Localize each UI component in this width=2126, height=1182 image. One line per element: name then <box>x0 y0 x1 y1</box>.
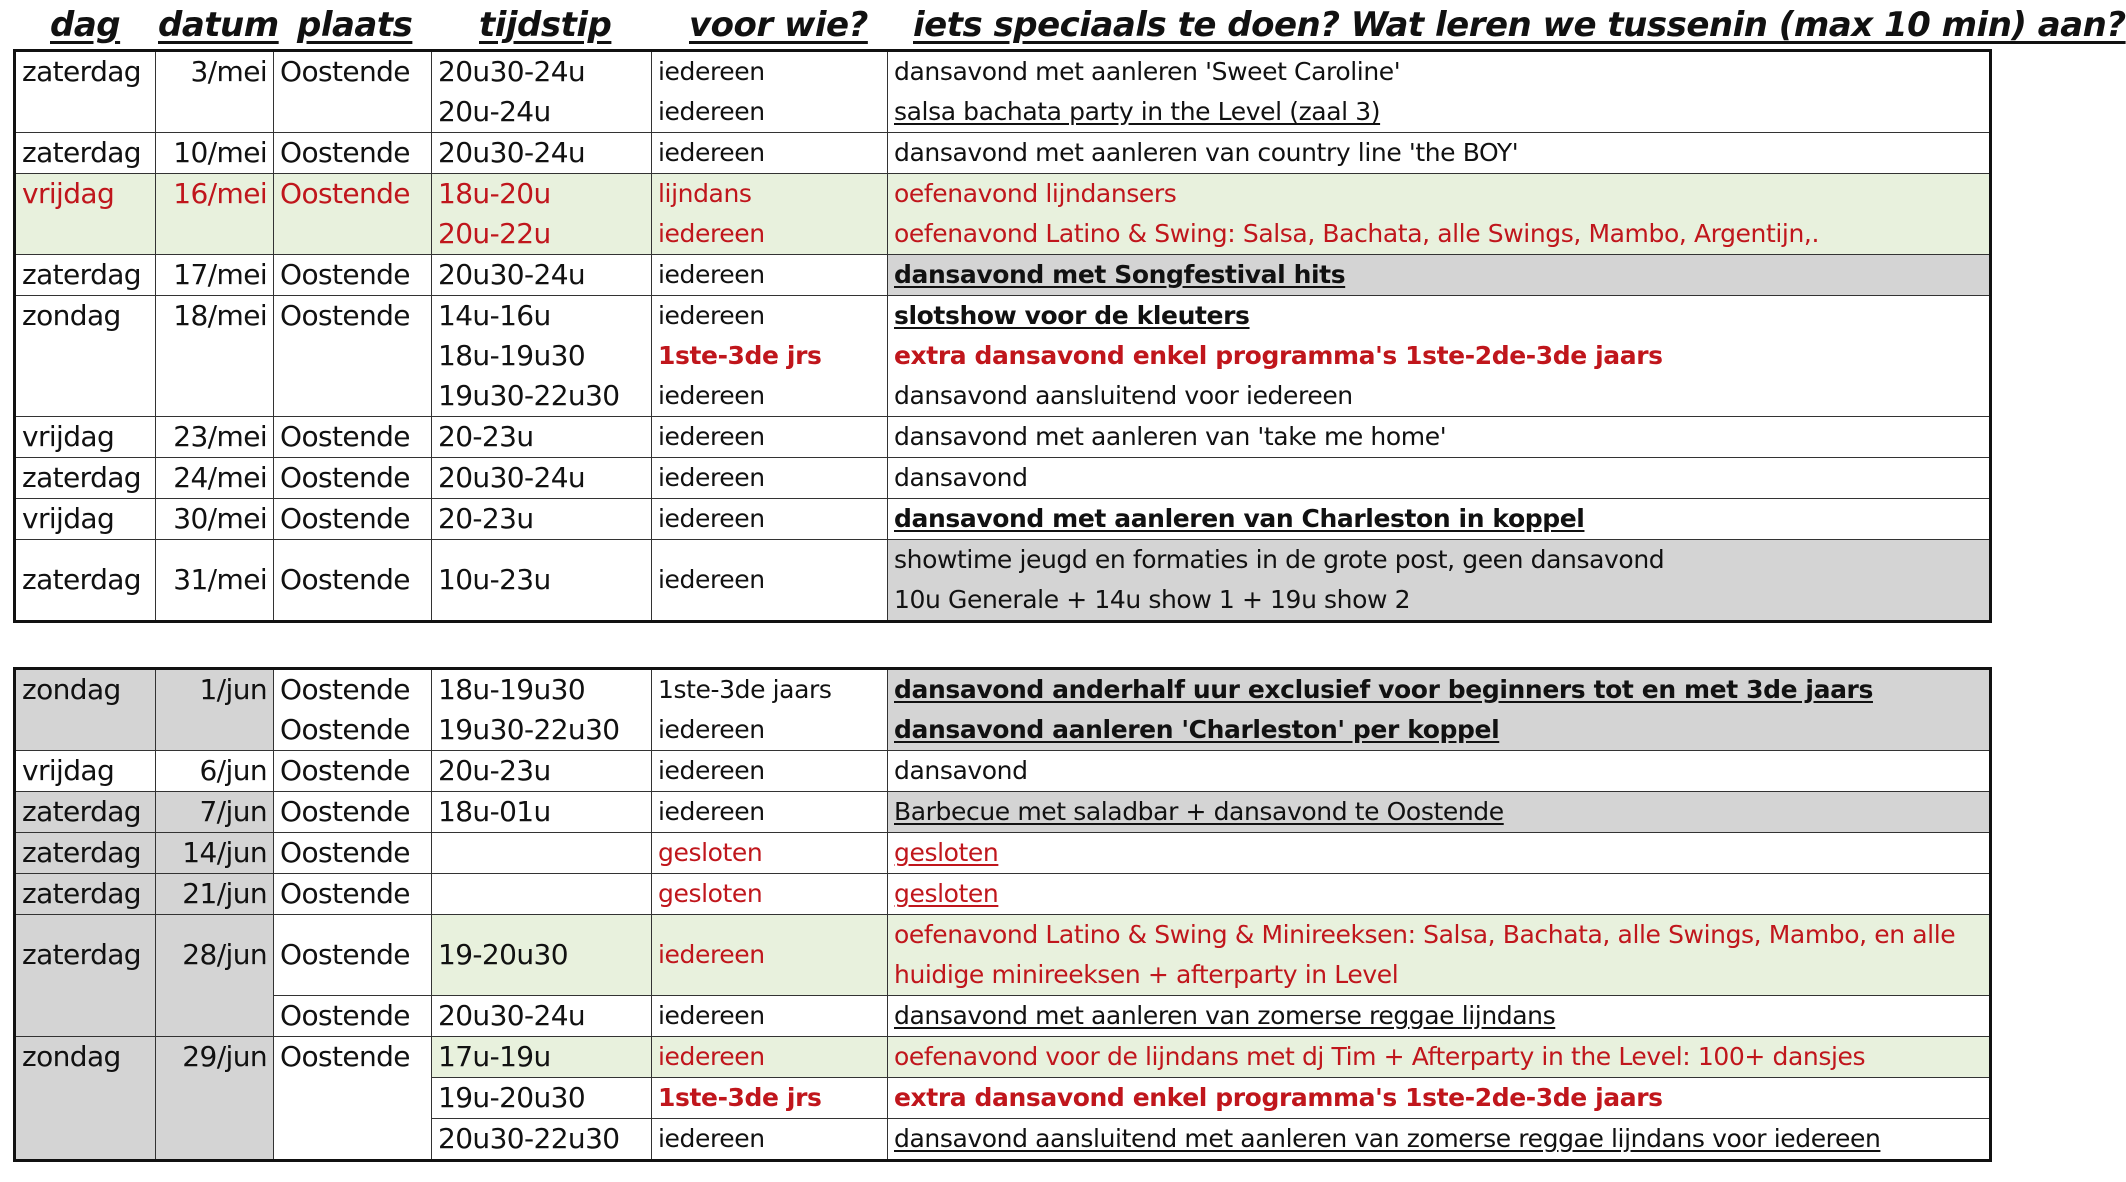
cell-voor-wie: iedereen <box>652 296 888 337</box>
cell-datum <box>156 336 274 376</box>
activiteit-line-1: oefenavond Latino & Swing & Minireeksen: Salsa, Bachata, alle Swings, Mambo, en alle <box>894 920 1956 949</box>
activiteit-line-2: huidige minireeksen + afterparty in Level <box>894 960 1399 989</box>
cell-plaats <box>274 1119 432 1161</box>
table-row <box>15 458 1991 499</box>
cell-datum: 10/mei <box>156 133 274 174</box>
cell-dag <box>15 915 156 996</box>
cell-tijdstip: 20u30-24u <box>432 133 652 174</box>
header-speciaal: iets speciaals te doen? Wat leren we tussenin (max 10 min) aan? <box>913 5 2126 45</box>
cell-dag: vrijdag <box>15 751 156 792</box>
cell-datum: 7/jun <box>156 792 274 833</box>
cell-dag: zaterdag <box>15 792 156 833</box>
cell-voor-wie: iedereen <box>652 710 888 751</box>
cell-voor-wie: iedereen <box>652 51 888 93</box>
cell-datum: 6/jun <box>156 751 274 792</box>
cell-dag: zondag <box>15 1037 156 1078</box>
cell-tijdstip: 19-20u30 <box>432 915 652 996</box>
cell-activiteit: oefenavond voor de lijndans met dj Tim + Afterparty in the Level: 100+ dansjes <box>888 1037 1991 1078</box>
cell-voor-wie: iedereen <box>652 1037 888 1078</box>
cell-datum: 3/mei <box>156 51 274 93</box>
cell-activiteit-link[interactable]: dansavond aansluitend met aanleren van zomerse reggae lijndans voor iedereen <box>888 1119 1991 1161</box>
cell-voor-wie: iedereen <box>652 133 888 174</box>
cell-voor-wie: iedereen <box>652 540 888 622</box>
activiteit-line-2: 10u Generale + 14u show 1 + 19u show 2 <box>894 585 1411 614</box>
table-row <box>15 874 1991 915</box>
table-row <box>15 417 1991 458</box>
cell-plaats: Oostende <box>274 915 432 996</box>
cell-voor-wie: iedereen <box>652 751 888 792</box>
cell-activiteit <box>888 915 1991 996</box>
cell-dag: zaterdag <box>15 51 156 93</box>
cell-dag: zondag <box>15 669 156 711</box>
cell-dag: vrijdag <box>15 499 156 540</box>
cell-datum: 30/mei <box>156 499 274 540</box>
cell-datum: 16/mei <box>156 174 274 215</box>
cell-tijdstip: 17u-19u <box>432 1037 652 1078</box>
cell-voor-wie: iedereen <box>652 417 888 458</box>
cell-plaats <box>274 92 432 133</box>
cell-plaats: Oostende <box>274 458 432 499</box>
cell-datum: 29/jun <box>156 1037 274 1078</box>
header-plaats: plaats <box>297 5 413 45</box>
cell-tijdstip: 19u30-22u30 <box>432 710 652 751</box>
cell-dag: zaterdag <box>15 874 156 915</box>
cell-datum <box>156 214 274 255</box>
cell-voor-wie: 1ste-3de jrs <box>652 1078 888 1119</box>
cell-voor-wie: iedereen <box>652 458 888 499</box>
cell-datum <box>156 1119 274 1161</box>
cell-voor-wie: iedereen <box>652 92 888 133</box>
cell-tijdstip: 19u-20u30 <box>432 1078 652 1119</box>
table-row <box>15 296 1991 337</box>
cell-tijdstip: 20-23u <box>432 499 652 540</box>
cell-dag <box>15 710 156 751</box>
cell-tijdstip: 18u-19u30 <box>432 669 652 711</box>
table-row <box>15 1078 1991 1119</box>
cell-dag: zaterdag <box>15 255 156 296</box>
cell-activiteit: dansavond met aanleren van country line 'the BOY' <box>888 133 1991 174</box>
cell-plaats: Oostende <box>274 51 432 93</box>
table-row <box>15 915 1991 996</box>
cell-voor-wie: iedereen <box>652 499 888 540</box>
schedule-table-jun <box>13 667 1992 1162</box>
cell-tijdstip: 20-23u <box>432 417 652 458</box>
table-row <box>15 92 1991 133</box>
cell-activiteit: extra dansavond enkel programma's 1ste-2de-3de jaars <box>888 336 1991 376</box>
table-row <box>15 792 1991 833</box>
cell-tijdstip: 20u-22u <box>432 214 652 255</box>
header-dag: dag <box>50 5 121 45</box>
table-row <box>15 376 1991 417</box>
table-row <box>15 336 1991 376</box>
cell-activiteit: dansavond aansluitend voor iedereen <box>888 376 1991 417</box>
cell-voor-wie: iedereen <box>652 792 888 833</box>
cell-activiteit: extra dansavond enkel programma's 1ste-2de-3de jaars <box>888 1078 1991 1119</box>
cell-voor-wie: 1ste-3de jaars <box>652 669 888 711</box>
cell-activiteit: dansavond <box>888 458 1991 499</box>
cell-tijdstip: 20u30-24u <box>432 996 652 1037</box>
table-row <box>15 174 1991 215</box>
table-row <box>15 996 1991 1037</box>
table-row <box>15 669 1991 711</box>
cell-tijdstip: 18u-19u30 <box>432 336 652 376</box>
cell-dag: zaterdag <box>15 133 156 174</box>
cell-activiteit: dansavond <box>888 751 1991 792</box>
table-row <box>15 710 1991 751</box>
cell-tijdstip: 14u-16u <box>432 296 652 337</box>
cell-dag: zondag <box>15 296 156 337</box>
cell-plaats: Oostende <box>274 499 432 540</box>
cell-activiteit-link[interactable]: dansavond met aanleren van zomerse reggae lijndans <box>888 996 1991 1037</box>
cell-datum: 23/mei <box>156 417 274 458</box>
cell-tijdstip: 20u-24u <box>432 92 652 133</box>
cell-plaats: Oostende <box>274 996 432 1037</box>
table-row <box>15 214 1991 255</box>
cell-activiteit: dansavond met aanleren 'Sweet Caroline' <box>888 51 1991 93</box>
cell-datum <box>156 92 274 133</box>
cell-plaats: Oostende <box>274 669 432 711</box>
cell-voor-wie: lijndans <box>652 174 888 215</box>
cell-datum: 14/jun <box>156 833 274 874</box>
cell-plaats: Oostende <box>274 417 432 458</box>
cell-voor-wie: iedereen <box>652 915 888 996</box>
cell-tijdstip: 20u30-22u30 <box>432 1119 652 1161</box>
cell-dag <box>15 214 156 255</box>
cell-activiteit: oefenavond lijndansers <box>888 174 1991 215</box>
cell-activiteit-link[interactable]: dansavond met aanleren van Charleston in koppel <box>888 499 1991 540</box>
activiteit-line-1: showtime jeugd en formaties in de grote post, geen dansavond <box>894 545 1665 574</box>
cell-datum: 18/mei <box>156 296 274 337</box>
cell-tijdstip: 20u30-24u <box>432 51 652 93</box>
cell-voor-wie: iedereen <box>652 1119 888 1161</box>
cell-datum <box>156 996 274 1037</box>
cell-dag <box>15 996 156 1037</box>
cell-dag <box>15 1078 156 1119</box>
cell-dag <box>15 92 156 133</box>
cell-plaats: Oostende <box>274 833 432 874</box>
cell-plaats: Oostende <box>274 174 432 215</box>
table-row <box>15 499 1991 540</box>
cell-dag: zaterdag <box>15 458 156 499</box>
table-row <box>15 751 1991 792</box>
table-row <box>15 51 1991 93</box>
table-row <box>15 255 1991 296</box>
cell-activiteit-link[interactable]: gesloten <box>888 874 1991 915</box>
table-row <box>15 1119 1991 1161</box>
cell-activiteit-link[interactable]: dansavond anderhalf uur exclusief voor beginners tot en met 3de jaars <box>888 669 1991 711</box>
cell-plaats: Oostende <box>274 874 432 915</box>
cell-voor-wie: gesloten <box>652 833 888 874</box>
cell-plaats: Oostende <box>274 296 432 337</box>
cell-voor-wie: iedereen <box>652 996 888 1037</box>
cell-tijdstip: 19u30-22u30 <box>432 376 652 417</box>
cell-voor-wie: iedereen <box>652 376 888 417</box>
cell-tijdstip: 20u30-24u <box>432 458 652 499</box>
header-tijdstip: tijdstip <box>479 5 612 45</box>
cell-dag: zaterdag <box>15 540 156 622</box>
cell-activiteit-link[interactable]: slotshow voor de kleuters <box>888 296 1991 337</box>
cell-plaats <box>274 336 432 376</box>
cell-tijdstip: 18u-20u <box>432 174 652 215</box>
table-row <box>15 833 1991 874</box>
cell-activiteit-link[interactable]: dansavond aanleren 'Charleston' per koppel <box>888 710 1991 751</box>
cell-plaats: Oostende <box>274 540 432 622</box>
cell-datum: 24/mei <box>156 458 274 499</box>
cell-tijdstip <box>432 833 652 874</box>
cell-datum <box>156 710 274 751</box>
cell-activiteit-link[interactable]: Barbecue met saladbar + dansavond te Oostende <box>888 792 1991 833</box>
cell-datum: 21/jun <box>156 874 274 915</box>
cell-activiteit-link[interactable]: salsa bachata party in the Level (zaal 3) <box>888 92 1991 133</box>
cell-tijdstip: 10u-23u <box>432 540 652 622</box>
cell-activiteit-link[interactable]: dansavond met Songfestival hits <box>888 255 1991 296</box>
cell-plaats: Oostende <box>274 792 432 833</box>
cell-voor-wie: gesloten <box>652 874 888 915</box>
cell-plaats: Oostende <box>274 710 432 751</box>
cell-plaats <box>274 214 432 255</box>
cell-dag <box>15 376 156 417</box>
schedule-table-mei <box>13 49 1992 623</box>
cell-datum <box>156 1078 274 1119</box>
cell-plaats: Oostende <box>274 1037 432 1078</box>
cell-datum: 17/mei <box>156 255 274 296</box>
cell-plaats <box>274 1078 432 1119</box>
cell-voor-wie: 1ste-3de jrs <box>652 336 888 376</box>
cell-dag: zaterdag <box>15 833 156 874</box>
cell-dag: vrijdag <box>15 174 156 215</box>
cell-tijdstip <box>432 874 652 915</box>
cell-datum: 1/jun <box>156 669 274 711</box>
cell-plaats: Oostende <box>274 133 432 174</box>
cell-activiteit <box>888 540 1991 622</box>
cell-dag <box>15 1119 156 1161</box>
cell-datum-text: 28/jun <box>182 938 267 971</box>
cell-dag-text: zaterdag <box>22 938 141 971</box>
cell-dag: vrijdag <box>15 417 156 458</box>
cell-tijdstip: 18u-01u <box>432 792 652 833</box>
header-datum: datum <box>158 5 279 45</box>
cell-plaats: Oostende <box>274 255 432 296</box>
cell-datum: 31/mei <box>156 540 274 622</box>
cell-dag <box>15 336 156 376</box>
cell-plaats: Oostende <box>274 751 432 792</box>
cell-activiteit-link[interactable]: gesloten <box>888 833 1991 874</box>
header-voor-wie: voor wie? <box>689 5 868 45</box>
cell-tijdstip: 20u-23u <box>432 751 652 792</box>
cell-voor-wie: iedereen <box>652 214 888 255</box>
cell-datum <box>156 915 274 996</box>
cell-datum <box>156 376 274 417</box>
table-row <box>15 540 1991 622</box>
table-row <box>15 1037 1991 1078</box>
cell-voor-wie: iedereen <box>652 255 888 296</box>
cell-activiteit: oefenavond Latino & Swing: Salsa, Bachata, alle Swings, Mambo, Argentijn,. <box>888 214 1991 255</box>
column-header-row <box>0 0 2126 50</box>
cell-activiteit: dansavond met aanleren van 'take me home' <box>888 417 1991 458</box>
table-row <box>15 133 1991 174</box>
cell-tijdstip: 20u30-24u <box>432 255 652 296</box>
cell-plaats <box>274 376 432 417</box>
